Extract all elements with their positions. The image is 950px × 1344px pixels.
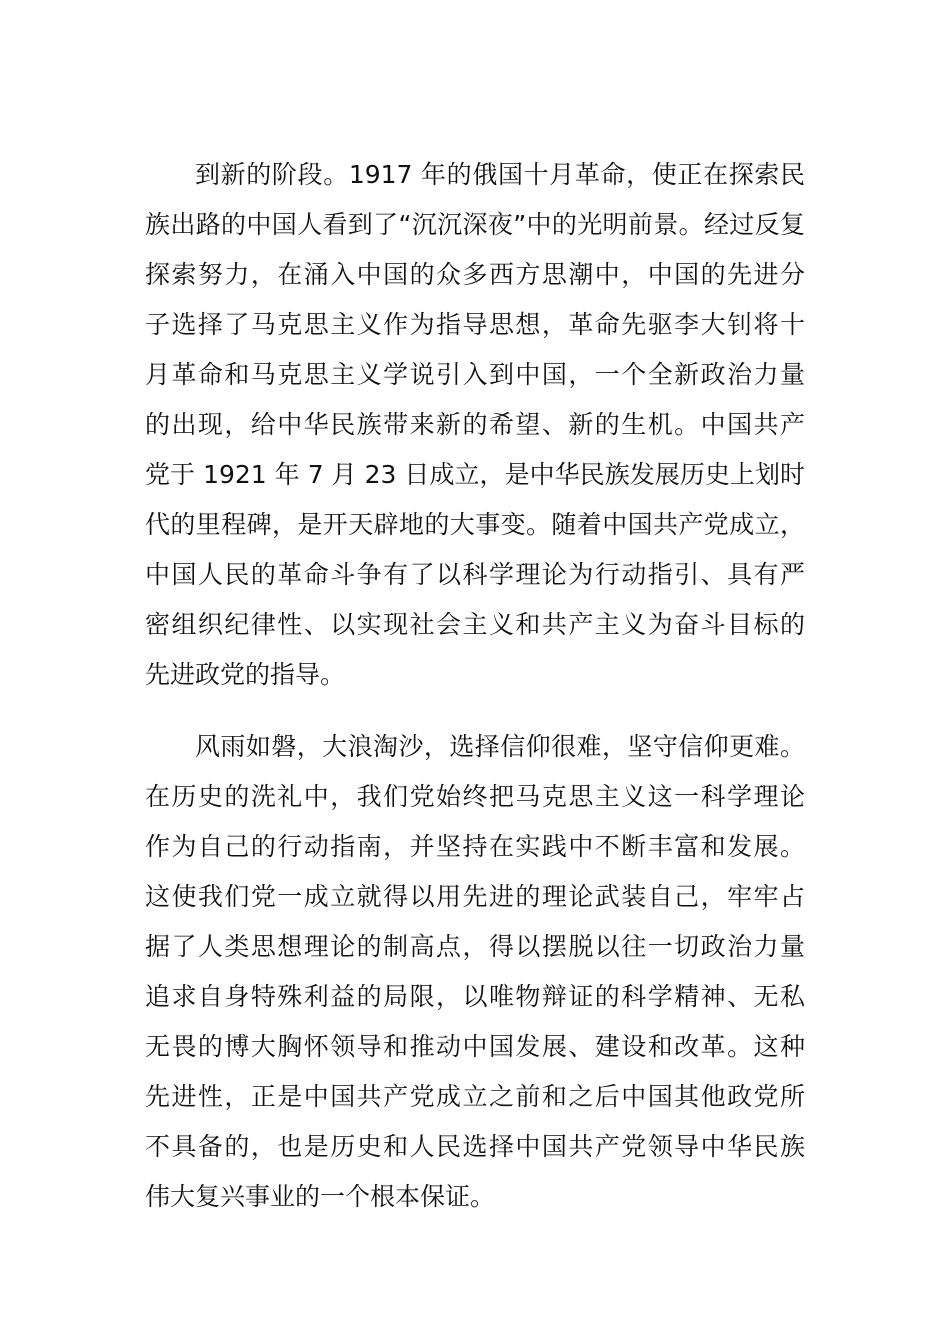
text-line: 无畏的博大胸怀领导和推动中国发展、建设和改革。这种 <box>145 1032 805 1061</box>
text-line: 子选择了马克思主义作为指导思想，革命先驱李大钊将十 <box>145 310 805 339</box>
text-line: 风雨如磐，大浪淘沙，选择信仰很难，坚守信仰更难。 <box>195 732 805 761</box>
paragraph-1 <box>145 150 805 700</box>
document-body <box>145 150 805 1222</box>
text-line: 先进政党的指导。 <box>145 660 346 689</box>
text-line: 代的里程碑，是开天辟地的大事变。随着中国共产党成立， <box>145 510 805 539</box>
text-line: 探索努力，在涌入中国的众多西方思潮中，中国的先进分 <box>145 260 805 289</box>
text-line: 中国人民的革命斗争有了以科学理论为行动指引、具有严 <box>145 560 805 589</box>
text-line: 作为自己的行动指南，并坚持在实践中不断丰富和发展。 <box>145 832 805 861</box>
text-line: 月革命和马克思主义学说引入到中国，一个全新政治力量 <box>145 360 805 389</box>
text-line: 追求自身特殊利益的局限，以唯物辩证的科学精神、无私 <box>145 982 805 1011</box>
text-line: 到新的阶段。1917 年的俄国十月革命，使正在探索民 <box>195 160 805 189</box>
paragraph-2 <box>145 722 805 1222</box>
text-line: 这使我们党一成立就得以用先进的理论武装自己，牢牢占 <box>145 882 805 911</box>
text-line: 党于 1921 年 7 月 23 日成立，是中华民族发展历史上划时 <box>145 460 805 489</box>
text-line: 伟大复兴事业的一个根本保证。 <box>145 1182 496 1211</box>
text-line: 先进性，正是中国共产党成立之前和之后中国其他政党所 <box>145 1082 805 1111</box>
text-line: 在历史的洗礼中，我们党始终把马克思主义这一科学理论 <box>145 782 805 811</box>
text-line: 不具备的，也是历史和人民选择中国共产党领导中华民族 <box>145 1132 805 1161</box>
text-line: 族出路的中国人看到了“沉沉深夜”中的光明前景。经过反复 <box>145 210 805 239</box>
text-line: 据了人类思想理论的制高点，得以摆脱以往一切政治力量 <box>145 932 805 961</box>
paragraph-spacer <box>145 700 805 722</box>
text-line: 的出现，给中华民族带来新的希望、新的生机。中国共产 <box>145 410 805 439</box>
text-line: 密组织纪律性、以实现社会主义和共产主义为奋斗目标的 <box>145 610 805 639</box>
